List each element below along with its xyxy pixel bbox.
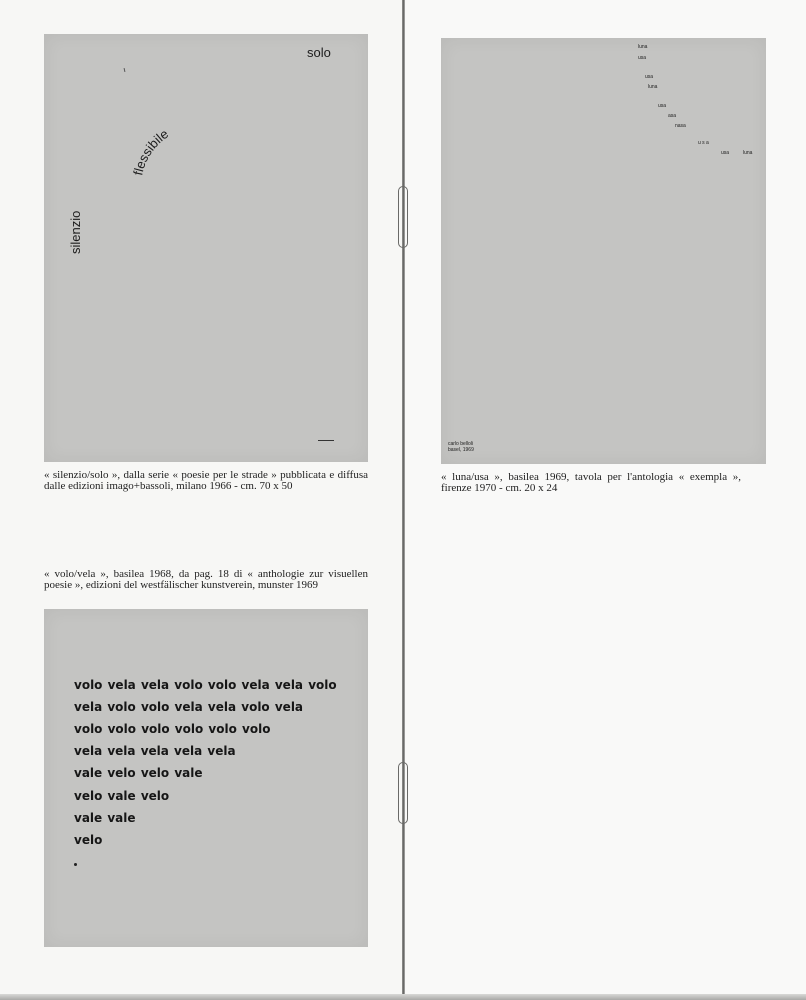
poem-word: usa (645, 74, 654, 80)
poem-word: asa (668, 113, 677, 119)
poem-dot (74, 863, 77, 866)
poem-line: vela vela vela vela vela (74, 744, 236, 758)
signature-place-date: basel, 1969 (448, 447, 474, 453)
poem-line: vale vale (74, 811, 136, 825)
poem-word: usa (638, 55, 647, 61)
poem-word: usa (658, 103, 667, 109)
poem-line: vale velo velo vale (74, 766, 203, 780)
ink-speck (124, 68, 126, 72)
plate-silenzio-solo (44, 34, 368, 462)
arc-text-flessibile (128, 102, 268, 182)
word-solo: solo (307, 45, 331, 60)
signature-name: carlo belloli (448, 441, 474, 447)
poem-word: u s a (698, 140, 709, 146)
book-spine (402, 0, 405, 1000)
poem-word: nasa (675, 123, 686, 129)
arc-text (130, 126, 171, 177)
plate-volo-vela (44, 609, 368, 947)
corner-mark (318, 440, 334, 441)
plate-luna-usa (441, 38, 766, 464)
arc-textpath: flessibile (130, 126, 172, 177)
caption-volo-vela: « volo/vela », basilea 1968, da pag. 18 di « anthologie zur visuellen poesie », edizioni del westfälischer kunstverein, munster 1969 (44, 568, 368, 591)
poem-word: usa (721, 150, 730, 156)
poem-line: volo volo volo volo volo volo (74, 722, 271, 736)
poem-line: velo vale velo (74, 789, 170, 803)
caption-silenzio-solo: « silenzio/solo », dalla serie « poesie per le strade » pubblicata e diffusa dalle edizioni imago+bassoli, milano 1966 - cm. 70 x 50 (44, 469, 368, 492)
poem-line: volo vela vela volo volo vela vela volo (74, 678, 337, 692)
artist-signature (448, 441, 474, 453)
poem-word: luna (743, 150, 753, 156)
word-silenzio-vertical: silenzio (68, 210, 83, 254)
page-bottom-edge (0, 994, 806, 1000)
staple-bottom (398, 762, 408, 824)
poem-word: luna (648, 84, 658, 90)
caption-luna-usa: « luna/usa », basilea 1969, tavola per l'antologia « exempla », firenze 1970 - cm. 20 x 24 (441, 471, 741, 494)
poem-line: vela volo volo vela vela volo vela (74, 700, 304, 714)
staple-top (398, 186, 408, 248)
poem-word: luna (638, 44, 648, 50)
poem-line: velo (74, 833, 103, 847)
